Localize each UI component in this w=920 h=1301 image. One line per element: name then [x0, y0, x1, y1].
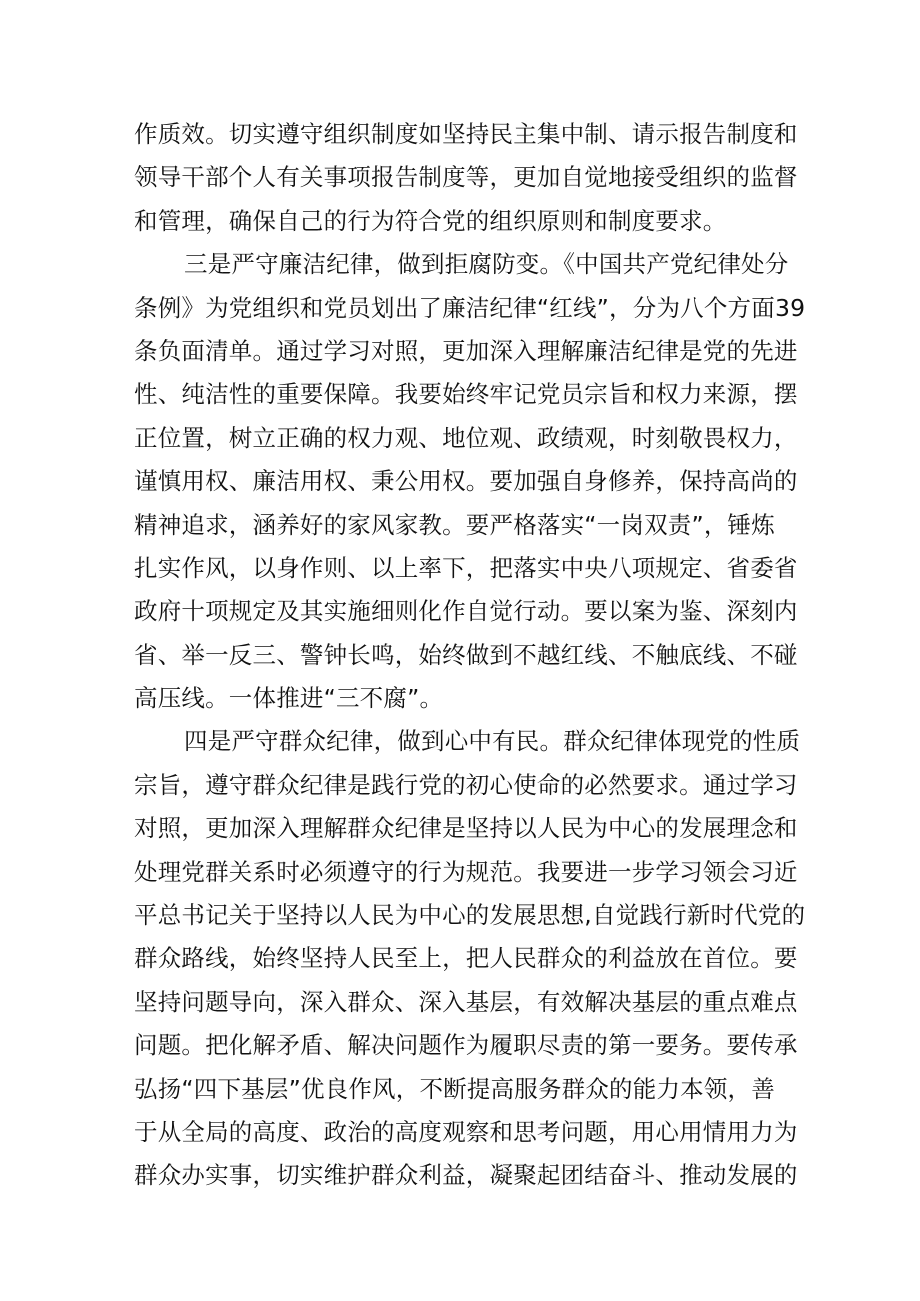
text-line: 精神追求，涵养好的家风家教。要严格落实“一岗双责”，锤炼 [134, 510, 775, 539]
paragraph-heading-line: 三是严守廉洁纪律，做到拒腐防变。《中国共产党纪律处分 [184, 250, 789, 279]
text-line: 高压线。一体推进“三不腐”。 [134, 684, 444, 713]
text-line: 条例》为党组织和党员划出了廉洁纪律“红线”，分为八个方面39 [134, 293, 806, 322]
text-line: 性、纯洁性的重要保障。我要始终牢记党员宗旨和权力来源，摆 [134, 380, 798, 409]
text-line: 对照，更加深入理解群众纪律是坚持以人民为中心的发展理念和 [134, 814, 798, 843]
text-line: 条负面清单。通过学习对照，更加深入理解廉洁纪律是党的先进 [134, 336, 798, 365]
text-line: 问题。把化解矛盾、解决问题作为履职尽责的第一要务。要传承 [134, 1031, 798, 1060]
text-line: 领导干部个人有关事项报告制度等，更加自觉地接受组织的监督 [134, 163, 798, 192]
text-line: 群众办实事，切实维护群众利益，凝聚起团结奋斗、推动发展的 [134, 1161, 798, 1190]
text-line: 于从全局的高度、政治的高度观察和思考问题，用心用情用力为 [134, 1117, 798, 1146]
text-line: 坚持问题导向，深入群众、深入基层，有效解决基层的重点难点 [134, 987, 798, 1016]
text-line: 扎实作风，以身作则、以上率下，把落实中央八项规定、省委省 [134, 553, 798, 582]
paragraph-heading-line: 四是严守群众纪律，做到心中有民。群众纪律体现党的性质 [184, 727, 801, 756]
body-text [134, 113, 806, 1198]
text-line: 省、举一反三、警钟长鸣，始终做到不越红线、不触底线、不碰 [134, 640, 798, 669]
text-line: 作质效。切实遵守组织制度如坚持民主集中制、请示报告制度和 [134, 120, 798, 148]
text-line: 和管理，确保自己的行为符合党的组织原则和制度要求。 [134, 206, 727, 235]
text-line: 平总书记关于坚持以人民为中心的发展思想,自觉践行新时代党的 [134, 901, 806, 930]
text-line: 谨慎用权、廉洁用权、秉公用权。要加强自身修养，保持高尚的 [134, 467, 798, 496]
text-line: 弘扬“四下基层”优良作风，不断提高服务群众的能力本领，善 [134, 1074, 775, 1103]
text-line: 宗旨，遵守群众纪律是践行党的初心使命的必然要求。通过学习 [134, 770, 798, 799]
text-line: 正位置，树立正确的权力观、地位观、政绩观，时刻敬畏权力， [134, 423, 798, 452]
text-line: 群众路线，始终坚持人民至上，把人民群众的利益放在首位。要 [134, 944, 798, 973]
text-line: 处理党群关系时必须遵守的行为规范。我要进一步学习领会习近 [134, 857, 798, 886]
text-line: 政府十项规定及其实施细则化作自觉行动。要以案为鉴、深刻内 [134, 597, 798, 626]
